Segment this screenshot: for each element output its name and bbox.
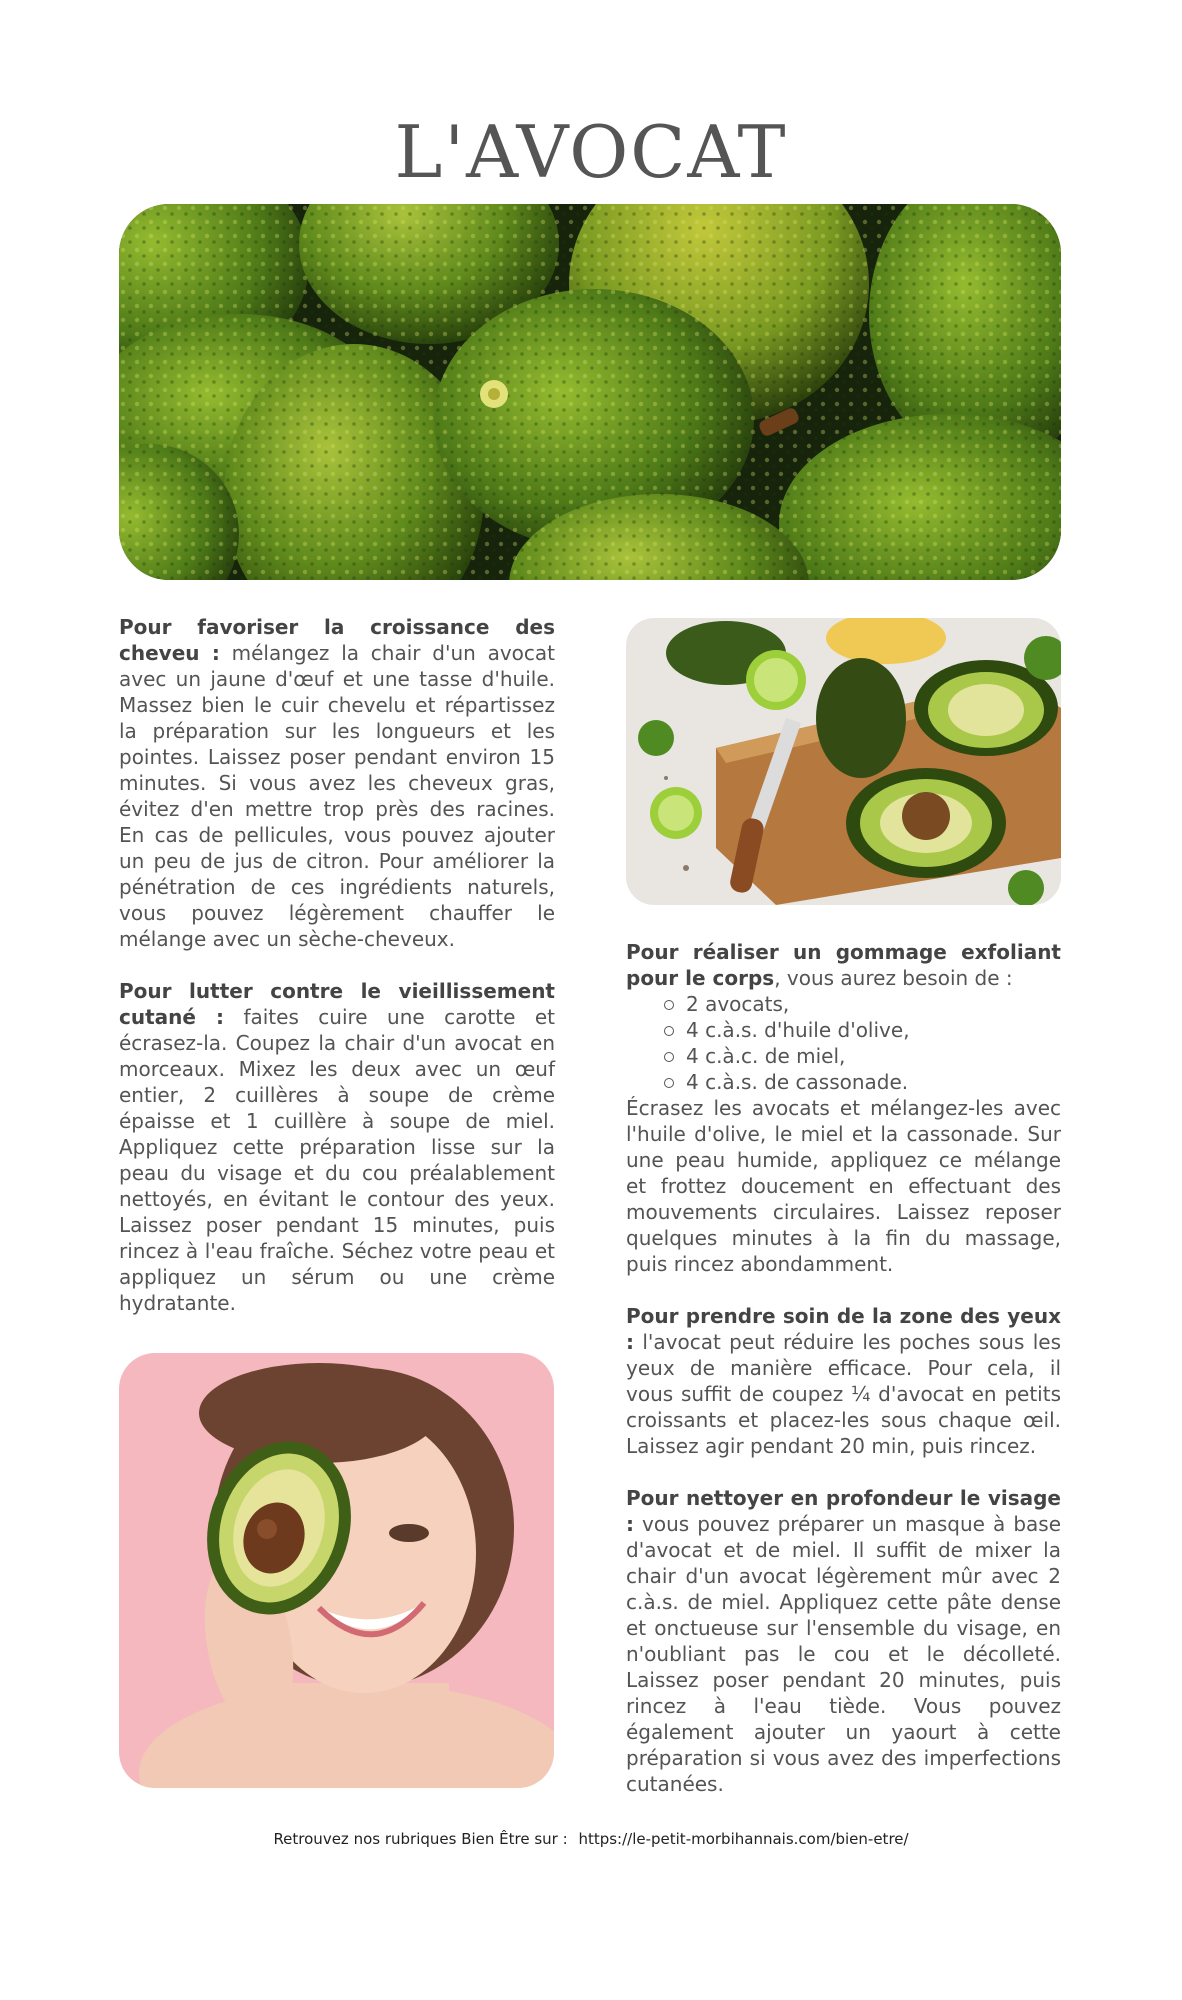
list-item: 4 c.à.s. de cassonade.	[686, 1069, 1061, 1095]
woman-holding-avocado-photo	[119, 1353, 554, 1788]
left-text-column	[119, 614, 555, 1316]
eye-care-paragraph	[626, 1303, 1061, 1459]
body-scrub-paragraph	[626, 939, 1061, 991]
hair-growth-heading: Pour favoriser la croissance des cheveu :	[119, 615, 555, 665]
eye-care-text: l'avocat peut réduire les poches sous les yeux de manière efficace. Pour cela, il vous suffit de coupez ¼ d'avocat en petits croissants et placez-les sous chaque œil. Laissez agir pendant 20 min, puis rincez.	[626, 1330, 1061, 1458]
hair-growth-paragraph	[119, 614, 555, 952]
footer	[0, 1830, 1182, 1848]
eye-care-heading: Pour prendre soin de la zone des yeux :	[626, 1304, 1061, 1354]
list-item: 4 c.à.c. de miel,	[686, 1043, 1061, 1069]
face-cleansing-paragraph	[626, 1485, 1061, 1797]
anti-aging-text: faites cuire une carotte et écrasez-la. Coupez la chair d'un avocat en morceaux. Mixez les deux avec un œuf entier, 2 cuillères à soupe de crème épaisse et 1 cuillère à soupe de miel. Appliquez cette préparation lisse sur la peau du visage et du cou préalablement nettoyés, en évitant le contour des yeux. Laissez poser pendant 15 minutes, puis rincez à l'eau fraîche. Séchez votre peau et appliquez un sérum ou une crème hydratante.	[119, 1005, 555, 1315]
body-scrub-text: Écrasez les avocats et mélangez-les avec l'huile d'olive, le miel et la cassonade. Sur une peau humide, appliquez ce mélange et frottez doucement en effectuant des mouvements circulaires. Laissez reposer quelques minutes à la fin du massage, puis rincez abondamment.	[626, 1096, 1061, 1276]
halved-avocados-cutting-board-photo	[626, 618, 1061, 905]
ingredients-list	[626, 991, 1061, 1095]
footer-link[interactable]: https://le-petit-morbihannais.com/bien-etre/	[578, 1830, 909, 1848]
avocados-pile-photo	[119, 204, 1061, 580]
anti-aging-heading: Pour lutter contre le vieillissement cutané :	[119, 979, 555, 1029]
list-item: 4 c.à.s. d'huile d'olive,	[686, 1017, 1061, 1043]
hair-growth-text: mélangez la chair d'un avocat avec un jaune d'œuf et une tasse d'huile. Massez bien le cuir chevelu et répartissez la préparation sur les longueurs et les pointes. Laissez poser pendant environ 15 minutes. Si vous avez les cheveux gras, évitez d'en mettre trop près des racines. En cas de pellicules, vous pouvez ajouter un peu de jus de citron. Pour améliorer la pénétration de ces ingrédients naturels, vous pouvez légèrement chauffer le mélange avec un sèche-cheveux.	[119, 641, 555, 951]
face-cleansing-text: vous pouvez préparer un masque à base d'avocat et de miel. Il suffit de mixer la chair d'un avocat légèrement mûr avec 2 c.à.s. de miel. Appliquez cette pâte dense et onctueuse sur l'ensemble du visage, en n'oubliant pas le cou et le décolleté. Laissez poser pendant 20 minutes, puis rincez à l'eau tiède. Vous pouvez également ajouter un yaourt à cette préparation si vous avez des imperfections cutanées.	[626, 1512, 1061, 1796]
body-scrub-heading: Pour réaliser un gommage exfoliant pour le corps	[626, 940, 1061, 990]
right-text-column	[626, 939, 1061, 1797]
anti-aging-paragraph	[119, 978, 555, 1316]
footer-text: Retrouvez nos rubriques Bien Être sur :	[273, 1830, 573, 1848]
page-title: L'AVOCAT	[394, 110, 788, 194]
face-cleansing-heading: Pour nettoyer en profondeur le visage :	[626, 1486, 1061, 1536]
list-item: 2 avocats,	[686, 991, 1061, 1017]
body-scrub-intro: , vous aurez besoin de :	[774, 966, 1013, 990]
